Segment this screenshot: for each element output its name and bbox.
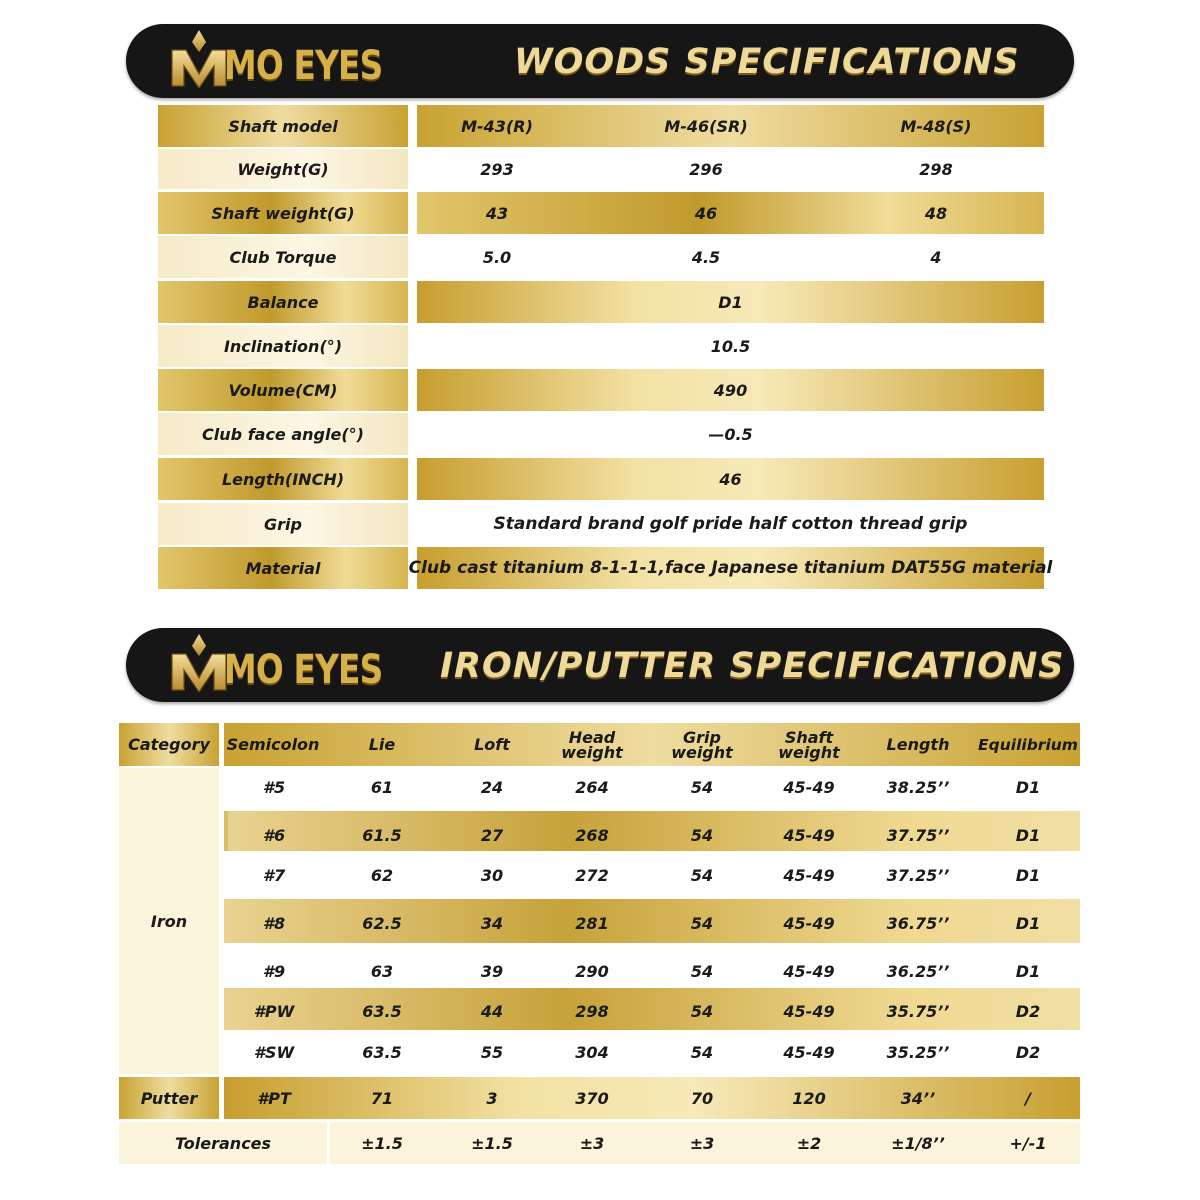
- iron-table-cell: 45-49: [783, 1001, 835, 1021]
- woods-cell: 10.5: [710, 336, 751, 356]
- tolerance-cell: ±1.5: [361, 1133, 403, 1153]
- iron-table-cell: 35.25’’: [886, 1042, 950, 1062]
- iron-table-cell: 268: [575, 825, 609, 845]
- woods-banner: [126, 24, 1074, 98]
- iron-table-cell: 63.5: [362, 1042, 402, 1062]
- woods-col-3: M-48(S): [900, 116, 972, 136]
- irons-header-cell: Length: [886, 735, 950, 754]
- putter-table-cell: 120: [792, 1088, 826, 1108]
- iron-table-cell: 30: [480, 865, 504, 885]
- woods-row-label: Volume(CM): [158, 369, 408, 411]
- woods-row-label: Club Torque: [158, 236, 408, 278]
- iron-table-cell: 45-49: [783, 961, 835, 981]
- iron-table-cell: 62: [370, 865, 394, 885]
- iron-table-cell: 61: [370, 777, 394, 797]
- iron-table-cell: #7: [262, 865, 286, 885]
- irons-banner: [126, 628, 1074, 702]
- iron-table-cell: 45-49: [783, 777, 835, 797]
- iron-table-cell: 38.25’’: [886, 777, 950, 797]
- irons-header-cell: Grip weight: [671, 727, 733, 762]
- putter-table-cell: 3: [486, 1088, 498, 1108]
- iron-table-cell: 45-49: [783, 1042, 835, 1062]
- woods-cell: 298: [919, 159, 953, 179]
- iron-table-cell: 34: [480, 913, 504, 933]
- irons-header-cell: Head weight: [561, 727, 623, 762]
- iron-table-cell: 54: [690, 1001, 714, 1021]
- woods-cell: 293: [480, 159, 514, 179]
- tolerance-cell: ±3: [689, 1133, 715, 1153]
- woods-row-label: Club face angle(°): [158, 413, 408, 455]
- iron-table-cell: D1: [1015, 961, 1041, 981]
- tolerance-cell: ±1.5: [471, 1133, 513, 1153]
- tolerance-cell: ±3: [579, 1133, 605, 1153]
- iron-table-cell: 44: [480, 1001, 504, 1021]
- woods-row-label: Shaft weight(G): [158, 192, 408, 234]
- iron-table-cell: 54: [690, 825, 714, 845]
- irons-header-cell: Semicolon: [226, 735, 320, 754]
- tolerances-label: Tolerances: [119, 1122, 327, 1164]
- iron-table-cell: 272: [575, 865, 609, 885]
- iron-table-cell: D1: [1015, 913, 1041, 933]
- iron-table-cell: #SW: [253, 1042, 295, 1062]
- irons-header-cell: Shaft weight: [778, 727, 840, 762]
- iron-table-cell: D1: [1015, 777, 1041, 797]
- woods-cell: 48: [924, 203, 948, 223]
- iron-table-cell: 55: [480, 1042, 504, 1062]
- iron-table-cell: 24: [480, 777, 504, 797]
- crown-logo-icon: [168, 30, 230, 88]
- woods-col-2: M-46(SR): [664, 116, 748, 136]
- woods-cell: 4: [930, 247, 942, 267]
- woods-cell: 296: [689, 159, 723, 179]
- iron-table-cell: 304: [575, 1042, 609, 1062]
- iron-table-cell: 36.25’’: [886, 961, 950, 981]
- iron-table-cell: 281: [575, 913, 609, 933]
- woods-row-label: Balance: [158, 281, 408, 323]
- woods-row-label: Weight(G): [158, 149, 408, 189]
- iron-table-cell: 36.75’’: [886, 913, 950, 933]
- iron-table-cell: D2: [1015, 1001, 1041, 1021]
- putter-category-cell: Putter: [119, 1077, 219, 1119]
- iron-table-cell: 39: [480, 961, 504, 981]
- iron-table-cell: 290: [575, 961, 609, 981]
- iron-table-cell: 63.5: [362, 1001, 402, 1021]
- iron-table-cell: 298: [575, 1001, 609, 1021]
- iron-category-cell: Iron: [119, 768, 219, 1074]
- putter-table-cell: #PT: [257, 1088, 291, 1108]
- iron-table-cell: D1: [1015, 825, 1041, 845]
- putter-table-cell: /: [1025, 1088, 1031, 1108]
- iron-table-cell: #8: [262, 913, 286, 933]
- woods-title: WOODS SPECIFICATIONS: [514, 42, 1020, 82]
- woods-cell: —0.5: [708, 424, 753, 444]
- iron-table-cell: #9: [262, 961, 286, 981]
- putter-table-cell: 370: [575, 1088, 609, 1108]
- woods-cell: Standard brand golf pride half cotton thread grip: [493, 513, 968, 534]
- iron-table-cell: D2: [1015, 1042, 1041, 1062]
- tolerance-cell: ±2: [796, 1133, 822, 1153]
- iron-table-cell: 264: [575, 777, 609, 797]
- brand-logo: [168, 644, 417, 692]
- woods-cell: 43: [485, 203, 509, 223]
- brand-logo: [168, 40, 417, 88]
- iron-table-cell: 63: [370, 961, 394, 981]
- iron-table-cell: #PW: [253, 1001, 295, 1021]
- putter-table-cell: 71: [370, 1088, 394, 1108]
- woods-row-label: Grip: [158, 503, 408, 545]
- iron-table-cell: #5: [262, 777, 286, 797]
- iron-table-cell: 61.5: [362, 825, 402, 845]
- irons-title: IRON/PUTTER SPECIFICATIONS: [440, 646, 1065, 686]
- iron-table-cell: D1: [1015, 865, 1041, 885]
- crown-logo-icon: [168, 634, 230, 692]
- brand-logo-text: MO EYES: [224, 43, 383, 89]
- irons-header-cell: Loft: [474, 735, 510, 754]
- iron-table-cell: 37.25’’: [886, 865, 950, 885]
- woods-cell: 46: [417, 458, 1044, 500]
- woods-cell: 490: [417, 369, 1044, 411]
- iron-table-cell: 54: [690, 913, 714, 933]
- irons-header-cell: Lie: [368, 735, 396, 754]
- iron-table-cell: 45-49: [783, 913, 835, 933]
- woods-row-label: Inclination(°): [158, 325, 408, 367]
- woods-cell: Club cast titanium 8-1-1-1,face Japanese titanium DAT55G material: [417, 547, 1044, 589]
- putter-table-cell: 34’’: [900, 1088, 936, 1108]
- putter-table-cell: 70: [690, 1088, 714, 1108]
- woods-row-label: Material: [158, 547, 408, 589]
- iron-table-cell: 54: [690, 1042, 714, 1062]
- woods-col-1: M-43(R): [461, 116, 533, 136]
- woods-cell: D1: [417, 281, 1044, 323]
- iron-table-cell: 54: [690, 777, 714, 797]
- woods-row-label: Length(INCH): [158, 458, 408, 500]
- irons-header-cell: Equilibrium: [978, 735, 1078, 754]
- iron-table-cell: #6: [262, 825, 286, 845]
- iron-table-cell: 35.75’’: [886, 1001, 950, 1021]
- iron-table-cell: 45-49: [783, 865, 835, 885]
- iron-table-cell: 54: [690, 961, 714, 981]
- iron-table-cell: 37.75’’: [886, 825, 950, 845]
- woods-cell: 5.0: [482, 247, 512, 267]
- woods-cell: 46: [694, 203, 718, 223]
- iron-table-cell: 45-49: [783, 825, 835, 845]
- woods-header-label: Shaft model: [158, 105, 408, 147]
- iron-table-cell: 62.5: [362, 913, 402, 933]
- iron-table-cell: 27: [480, 825, 504, 845]
- tolerance-cell: ±1/8’’: [891, 1133, 945, 1153]
- iron-table-cell: 54: [690, 865, 714, 885]
- irons-header-cell: Category: [119, 723, 219, 766]
- tolerance-cell: +/-1: [1009, 1133, 1047, 1153]
- brand-logo-text: MO EYES: [224, 647, 383, 693]
- woods-cell: 4.5: [691, 247, 721, 267]
